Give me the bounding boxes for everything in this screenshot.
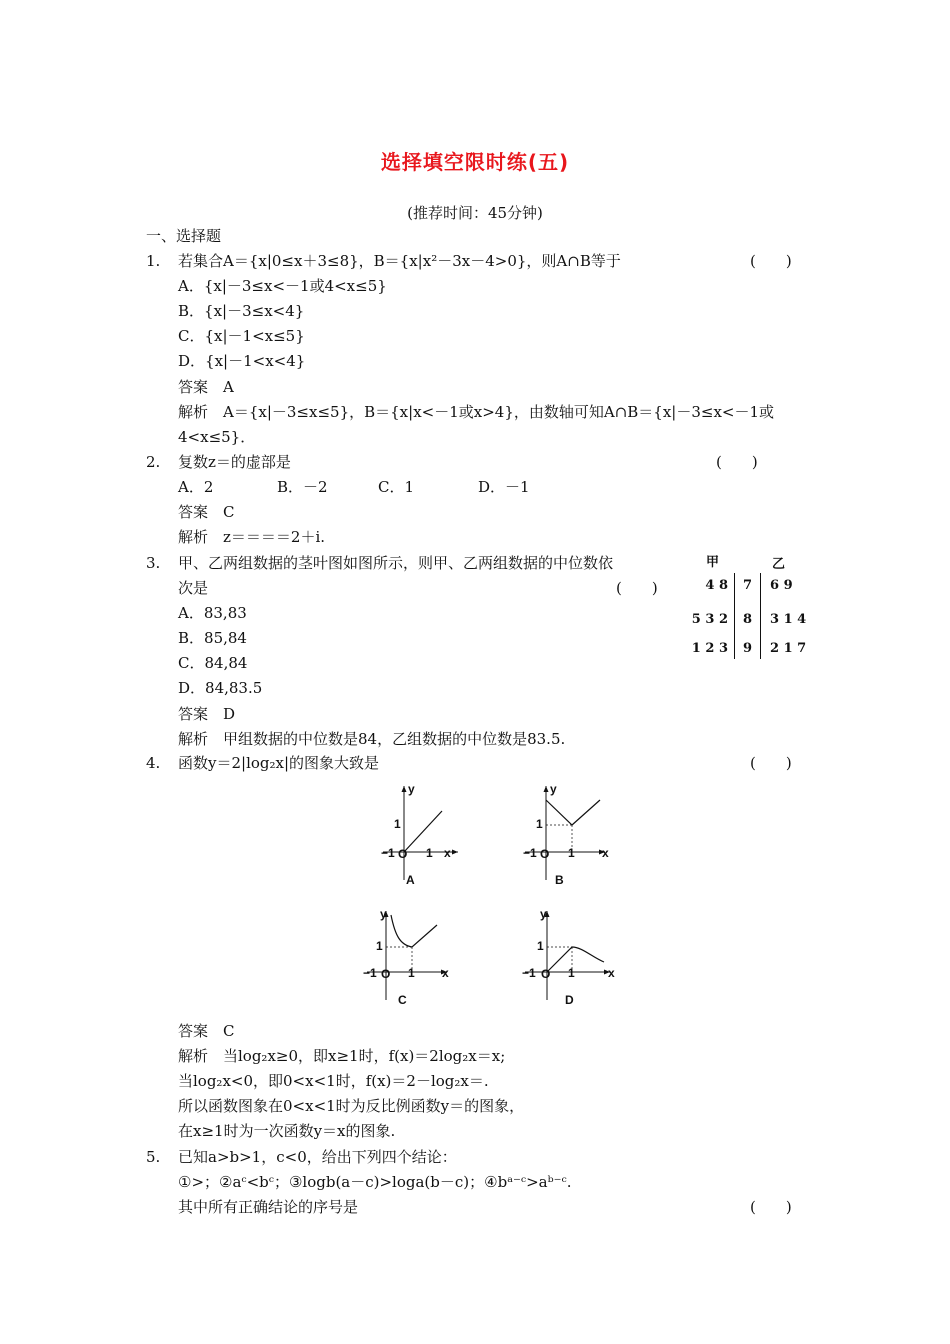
q2-answer: 答案 C (178, 503, 235, 521)
page-title: 选择填空限时练(五) (380, 150, 570, 174)
stemleaf-right-row3: 2 1 7 (770, 641, 807, 656)
stemleaf-right-row2: 3 1 4 (770, 612, 807, 627)
q4-number: 4. (146, 754, 161, 772)
graph-b-one-x: 1 (568, 846, 575, 860)
stemleaf-head-yi: 乙 (772, 557, 786, 572)
q1-option-b: B．{x|－3≤x<4} (178, 302, 305, 320)
q1-answer: 答案 A (178, 378, 234, 396)
q3-option-d: D．84,83.5 (178, 679, 263, 697)
graph-b-curve (546, 800, 600, 825)
q3-stem-line2: 次是 (178, 579, 209, 597)
q1-option-d: D．{x|－1<x<4} (178, 352, 306, 370)
q1-option-c: C．{x|－1<x≤5} (178, 327, 305, 345)
stemleaf-left-row2: 5 3 2 (691, 612, 728, 627)
q3-option-b: B．85,84 (178, 629, 247, 647)
section-heading: 一、选择题 (146, 227, 222, 245)
q1-analysis-line2: 4<x≤5}． (178, 428, 256, 446)
graph-c-curve (391, 915, 437, 947)
graph-b-x-label: x (602, 846, 609, 860)
q2-analysis: 解析 z＝＝＝＝2＋i. (178, 528, 326, 546)
stemleaf-stem-row1: 7 (743, 578, 753, 593)
q4-answer: 答案 C (178, 1022, 235, 1040)
graph-c-one-y: 1 (376, 939, 383, 953)
graph-b-y-label: y (550, 782, 557, 796)
q1-option-a: A．{x|－3≤x<－1或4<x≤5} (178, 277, 387, 295)
graph-d-curve (547, 947, 604, 972)
q2-option-a: A．2 (178, 478, 214, 496)
graph-d-neg-one: −1 (522, 966, 536, 980)
q2-answer-blank: ( ) (716, 453, 758, 471)
graph-option-c (362, 905, 457, 1015)
q5-answer-blank: ( ) (750, 1198, 792, 1216)
q2-stem: 复数z＝的虚部是 (178, 453, 291, 471)
q2-number: 2. (146, 453, 161, 471)
recommended-time: (推荐时间：45分钟) (407, 204, 543, 222)
q1-analysis-line1: 解析 A＝{x|－3≤x≤5}，B＝{x|x<－1或x>4}，由数轴可知A∩B＝{x|－3≤x<－1或 (178, 403, 775, 421)
q3-analysis: 解析 甲组数据的中位数是84，乙组数据的中位数是83.5. (178, 730, 566, 748)
q3-option-a: A．83,83 (178, 604, 247, 622)
stemleaf-stem-row3: 9 (743, 641, 753, 656)
q5-conclusions: ①>；②aᶜ<bᶜ；③logb(a－c)>loga(b－c)；④bᵃ⁻ᶜ>aᵇ⁻ᶜ. (178, 1173, 572, 1191)
q1-number: 1. (146, 252, 161, 270)
graph-d-one-y: 1 (537, 939, 544, 953)
q5-stem: 已知a>b>1，c<0，给出下列四个结论： (178, 1148, 457, 1166)
graph-a-origin: O (398, 847, 408, 861)
stemleaf-divider-left (734, 573, 735, 659)
stemleaf-head-jia: 甲 (706, 555, 720, 570)
graph-c-origin: O (381, 967, 391, 981)
graph-c-plot (362, 905, 457, 1015)
graph-c-y-label: y (380, 907, 387, 921)
graph-c-x-label: x (442, 966, 449, 980)
graph-a-caption: A (406, 873, 415, 887)
q2-option-b: B．－2 (277, 478, 328, 496)
q3-answer-blank: ( ) (616, 579, 658, 597)
graph-d-x-label: x (608, 966, 615, 980)
graph-d-y-label: y (540, 907, 547, 921)
stemleaf-left-row3: 1 2 3 (691, 641, 728, 656)
graph-option-a (378, 780, 468, 890)
graph-c-caption: C (398, 993, 407, 1007)
q4-answer-blank: ( ) (750, 754, 792, 772)
graph-d-origin: O (541, 967, 551, 981)
q3-number: 3. (146, 554, 161, 572)
stemleaf-left-row1: 4 8 (705, 578, 728, 593)
graph-c-neg-one: −1 (363, 966, 377, 980)
q3-answer: 答案 D (178, 705, 236, 723)
q5-number: 5. (146, 1148, 161, 1166)
graph-a-neg-one: −1 (381, 846, 395, 860)
graph-d-one-x: 1 (568, 966, 575, 980)
graph-d-caption: D (565, 993, 574, 1007)
q2-option-c: C．1 (378, 478, 415, 496)
q5-question: 其中所有正确结论的序号是 (178, 1198, 359, 1216)
graph-b-caption: B (555, 873, 564, 887)
q4-analysis-line4: 在x≥1时为一次函数y＝x的图象. (178, 1122, 396, 1140)
stemleaf-stem-row2: 8 (743, 612, 753, 627)
graph-option-b (520, 780, 615, 890)
graph-a-y-label: y (408, 782, 415, 796)
graph-c-one-x: 1 (408, 966, 415, 980)
stemleaf-divider-right (760, 573, 761, 659)
q3-option-c: C．84,84 (178, 654, 248, 672)
graph-option-d (520, 905, 620, 1015)
graph-a-one-x: 1 (426, 846, 433, 860)
graph-a-one-y: 1 (394, 817, 401, 831)
q4-analysis-line1: 解析 当log₂x≥0，即x≥1时，f(x)＝2log₂x＝x; (178, 1047, 506, 1065)
graph-a-plot (378, 780, 468, 890)
graph-a-curve (404, 811, 442, 852)
q4-analysis-line3: 所以函数图象在0<x<1时为反比例函数y＝的图象， (178, 1097, 525, 1115)
q1-answer-blank: ( ) (750, 252, 792, 270)
graph-b-origin: O (540, 847, 550, 861)
graph-b-plot (520, 780, 615, 890)
graph-b-neg-one: −1 (523, 846, 537, 860)
q3-stem-line1: 甲、乙两组数据的茎叶图如图所示，则甲、乙两组数据的中位数依 (178, 554, 614, 572)
graph-a-x-label: x (444, 846, 451, 860)
q4-analysis-line2: 当log₂x<0，即0<x<1时，f(x)＝2－log₂x＝. (178, 1072, 489, 1090)
stemleaf-right-row1: 6 9 (770, 578, 793, 593)
q2-option-d: D．－1 (478, 478, 530, 496)
q1-stem: 若集合A＝{x|0≤x＋3≤8}，B＝{x|x²－3x－4>0}，则A∩B等于 (178, 252, 621, 270)
graph-b-one-y: 1 (536, 817, 543, 831)
q4-stem: 函数y＝2|log₂x|的图象大致是 (178, 754, 380, 772)
